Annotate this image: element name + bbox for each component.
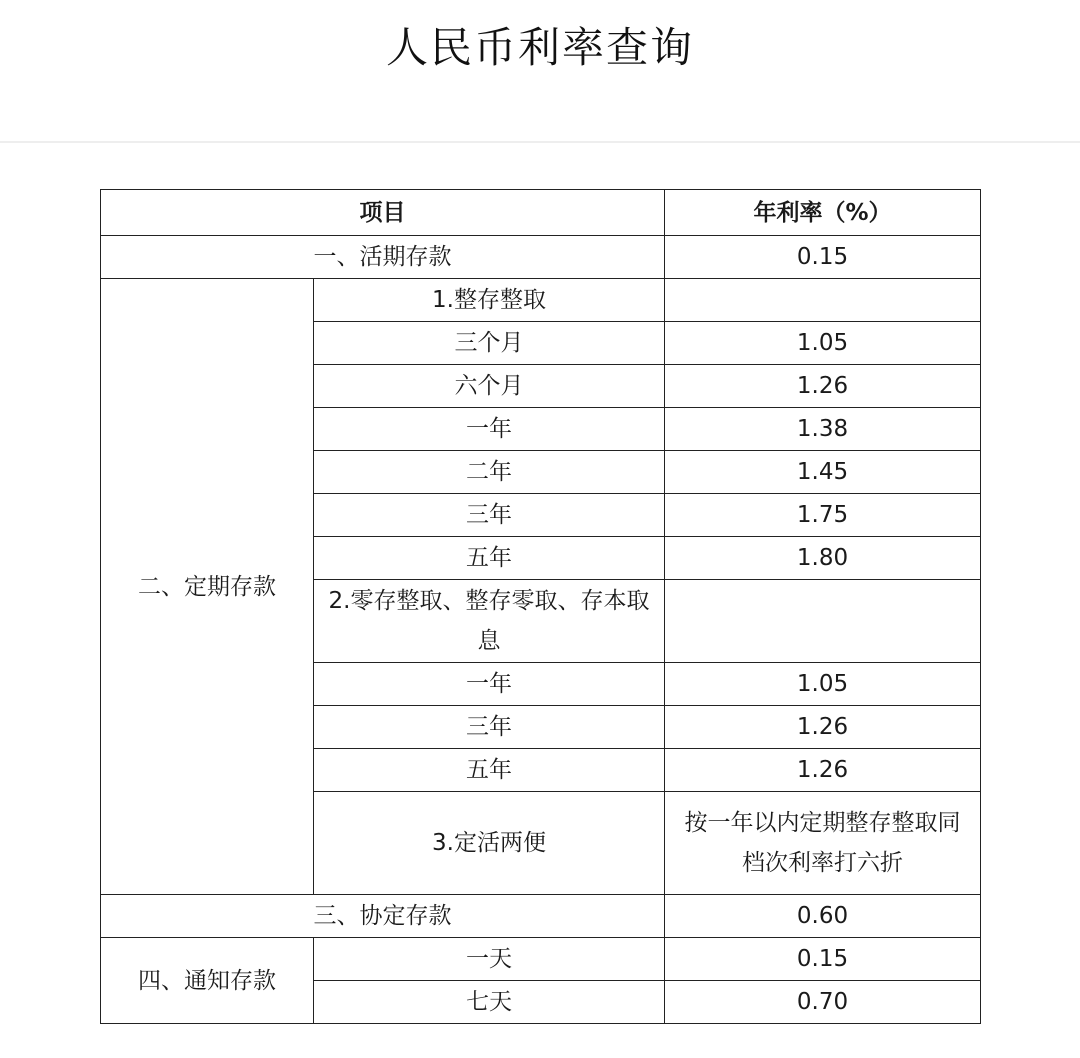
demand-deposit-label: 一、活期存款 bbox=[101, 236, 665, 279]
rate-cell: 1.38 bbox=[665, 408, 981, 451]
header-item: 项目 bbox=[101, 190, 665, 236]
term-cell: 二年 bbox=[314, 451, 665, 494]
header-divider bbox=[0, 141, 1080, 143]
term-cell: 一年 bbox=[314, 408, 665, 451]
rate-cell: 1.26 bbox=[665, 749, 981, 792]
page-title: 人民币利率查询 bbox=[385, 23, 694, 72]
table-row bbox=[101, 279, 981, 322]
term-cell: 七天 bbox=[314, 981, 665, 1024]
rate-cell: 1.75 bbox=[665, 494, 981, 537]
table-row bbox=[101, 895, 981, 938]
term-cell: 六个月 bbox=[314, 365, 665, 408]
lump-sum-rate bbox=[665, 279, 981, 322]
demand-deposit-rate: 0.15 bbox=[665, 236, 981, 279]
term-cell: 五年 bbox=[314, 749, 665, 792]
term-cell: 一年 bbox=[314, 663, 665, 706]
notice-deposit-label: 四、通知存款 bbox=[101, 938, 314, 1024]
rate-cell: 1.26 bbox=[665, 365, 981, 408]
negotiated-deposit-rate: 0.60 bbox=[665, 895, 981, 938]
table-row bbox=[101, 938, 981, 981]
rate-cell: 0.15 bbox=[665, 938, 981, 981]
installment-label: 2.零存整取、整存零取、存本取息 bbox=[314, 580, 665, 663]
rate-cell: 1.80 bbox=[665, 537, 981, 580]
term-cell: 一天 bbox=[314, 938, 665, 981]
term-cell: 三年 bbox=[314, 706, 665, 749]
lump-sum-label: 1.整存整取 bbox=[314, 279, 665, 322]
installment-rate bbox=[665, 580, 981, 663]
table-row bbox=[101, 236, 981, 279]
table-header-row bbox=[101, 190, 981, 236]
interest-rate-table bbox=[100, 189, 981, 1024]
term-cell: 三年 bbox=[314, 494, 665, 537]
rate-cell: 1.05 bbox=[665, 322, 981, 365]
flexible-label: 3.定活两便 bbox=[314, 792, 665, 895]
rate-cell: 1.45 bbox=[665, 451, 981, 494]
negotiated-deposit-label: 三、协定存款 bbox=[101, 895, 665, 938]
term-cell: 三个月 bbox=[314, 322, 665, 365]
flexible-rate-note: 按一年以内定期整存整取同档次利率打六折 bbox=[665, 792, 981, 895]
time-deposit-label: 二、定期存款 bbox=[101, 279, 314, 895]
rate-cell: 1.26 bbox=[665, 706, 981, 749]
header-rate: 年利率（%） bbox=[665, 190, 981, 236]
rate-cell: 1.05 bbox=[665, 663, 981, 706]
rate-cell: 0.70 bbox=[665, 981, 981, 1024]
term-cell: 五年 bbox=[314, 537, 665, 580]
